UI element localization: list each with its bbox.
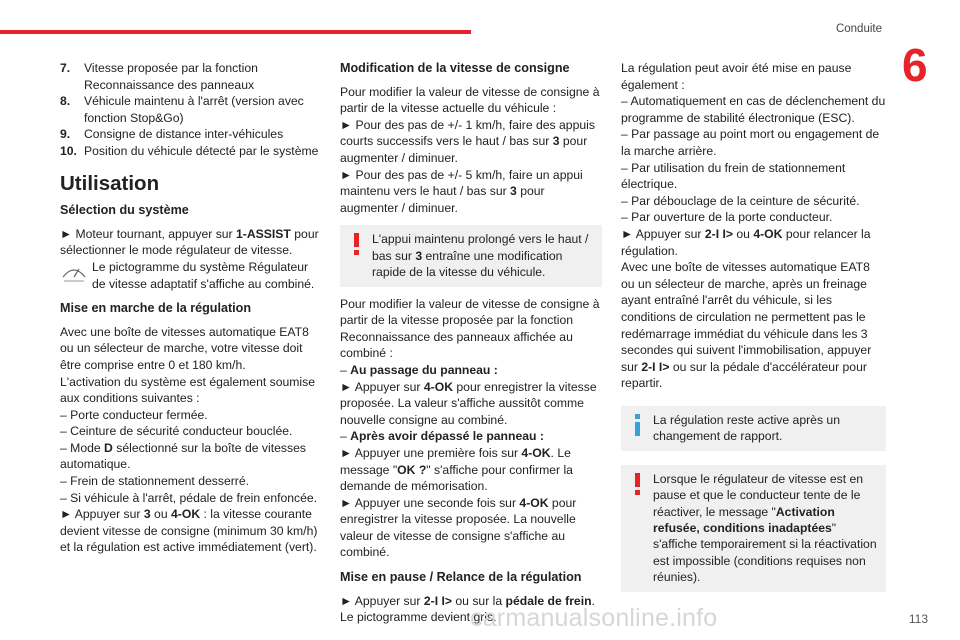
subheading-activation: Mise en marche de la régulation	[60, 301, 252, 316]
warning-exclamation-icon	[633, 473, 642, 495]
condition-item: – Porte conducteur fermée.	[60, 407, 208, 422]
list-item: 10. Position du véhicule détecté par le système	[60, 143, 319, 158]
paragraph: ► Appuyer sur 2-I I> ou sur la pédale de frein.	[340, 593, 595, 608]
paragraph: ► Pour des pas de +/- 1 km/h, faire des appuis courts successifs vers le haut / bas sur 3 pour augmenter / diminuer.	[340, 117, 595, 165]
list-item: – Par débouclage de la ceinture de sécurité.	[621, 193, 860, 208]
adaptive-cruise-control-icon	[60, 259, 88, 285]
condition-item: – Si véhicule à l'arrêt, pédale de frein enfoncée.	[60, 490, 318, 505]
section-title: Conduite	[835, 23, 882, 35]
paragraph: Avec une boîte de vitesses automatique EAT8 ou un sélecteur de marche, après un freinage ayant entraîné l'arrêt du véhicule, si les conditions de circulation ne permettent pas le redémarrage immédiat du véhicule dans les 3 secondes qui suivent l'immobilisation, appuyer sur 2-I I> ou sur la pédale d'accélérateur pour repartir.	[621, 260, 872, 391]
paragraph: Pour modifier la valeur de vitesse de consigne à partir de la vitesse proposée par la fonction Reconnaissance des panneaux affichée au combiné :	[340, 296, 600, 361]
paragraph: ► Appuyer une première fois sur 4-OK. Le message "OK ?" s'affiche pour confirmer la demande de mémorisation.	[340, 445, 573, 494]
paragraph: ► Appuyer une seconde fois sur 4-OK pour enregistrer la vitesse proposée. La nouvelle valeur de vitesse de consigne s'affiche au combiné.	[340, 495, 577, 560]
warning-box: Lorsque le régulateur de vitesse est en pause et que le conducteur tente de le réactiver, le message "Activation refusée, conditions inadaptées" s'affiche temporairement si la réactivation est impossible (conditions requises non réunies).	[621, 465, 886, 592]
list-item: 9. Consigne de distance inter-véhicules	[60, 127, 284, 142]
column-3	[621, 60, 886, 601]
page-number: 113	[908, 612, 928, 626]
legend-list	[60, 60, 322, 160]
warning-exclamation-icon	[352, 233, 361, 255]
watermark: carmanualsonline.info	[470, 604, 718, 632]
list-item: – Par passage au point mort ou engagement de la marche arrière.	[621, 127, 880, 158]
paragraph: Avec une boîte de vitesses automatique EAT8 ou un sélecteur de marche, votre vitesse doit être comprise entre 0 et 180 km/h.	[60, 324, 309, 372]
column-1	[60, 60, 322, 556]
list-item: – Automatiquement en cas de déclenchement du programme de stabilité électronique (ESC).	[621, 94, 886, 125]
list-item: 7. Vitesse proposée par la fonction Reconnaissance des panneaux	[60, 61, 258, 92]
paragraph: ► Appuyer sur 4-OK pour enregistrer la vitesse proposée. La valeur s'affiche aussitôt comme nouvelle consigne au combiné.	[340, 379, 597, 427]
subheading-pause: Mise en pause / Relance de la régulation	[340, 570, 582, 585]
paragraph: ► Moteur tournant, appuyer sur 1-ASSIST pour sélectionner le mode régulateur de vitesse.	[60, 226, 319, 258]
list-item: 8. Véhicule maintenu à l'arrêt (version avec fonction Stop&Go)	[60, 94, 304, 125]
subheading-selection: Sélection du système	[60, 203, 189, 218]
column-2	[340, 60, 602, 626]
list-item: – Par utilisation du frein de stationnement électrique.	[621, 160, 846, 192]
condition-item: – Frein de stationnement desserré.	[60, 474, 250, 489]
paragraph: La régulation peut avoir été mise en pause également :	[621, 61, 852, 92]
section-heading: Utilisation	[60, 171, 160, 195]
subheading-modification: Modification de la vitesse de consigne	[340, 61, 570, 75]
info-box: La régulation reste active après un changement de rapport.	[621, 406, 886, 451]
condition-item: – Mode D sélectionné sur la boîte de vitesses automatique.	[60, 440, 306, 472]
paragraph: – Au passage du panneau :	[340, 362, 498, 377]
paragraph: Le pictogramme devient gris.	[340, 610, 497, 625]
paragraph: Pour modifier la valeur de vitesse de consigne à partir de la vitesse actuelle du véhicule :	[340, 84, 600, 116]
header-accent-bar	[0, 30, 471, 34]
paragraph: ► Pour des pas de +/- 5 km/h, faire un appui maintenu vers le haut / bas sur 3 pour augmenter / diminuer.	[340, 167, 583, 215]
info-icon	[633, 414, 642, 436]
paragraph: – Après avoir dépassé le panneau :	[340, 429, 544, 444]
chapter-number: 6	[902, 39, 928, 91]
paragraph: L'activation du système est également soumise aux conditions suivantes :	[60, 374, 316, 406]
list-item: – Par ouverture de la porte conducteur.	[621, 210, 833, 225]
warning-box: L'appui maintenu prolongé vers le haut / bas sur 3 entraîne une modification rapide de la vitesse du véhicule.	[340, 225, 602, 286]
pictogram-note: Le pictogramme du système Régulateur de vitesse adaptatif s'affiche au combiné.	[60, 259, 322, 292]
condition-item: – Ceinture de sécurité conducteur bouclée.	[60, 424, 293, 439]
paragraph: ► Appuyer sur 3 ou 4-OK : la vitesse courante devient vitesse de consigne (minimum 30 km/h) et la régulation est active immédiatement (vert).	[60, 507, 318, 555]
paragraph: ► Appuyer sur 2-I I> ou 4-OK pour relancer la régulation.	[621, 226, 871, 258]
